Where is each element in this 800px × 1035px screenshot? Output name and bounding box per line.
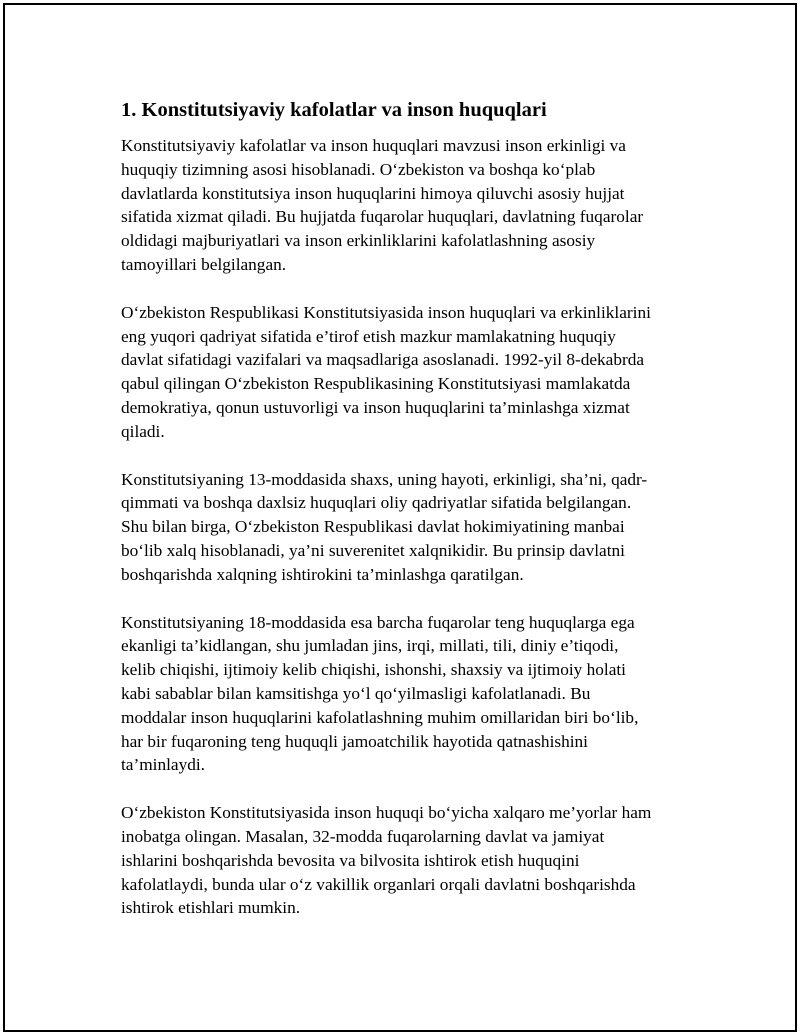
text-line: ta’minlaydi. (121, 755, 205, 775)
text-line: davlatlarda konstitutsiya inson huquqlarini himoya qiluvchi asosiy hujjat (121, 183, 625, 203)
document-page (3, 3, 797, 1032)
text-line: moddalar inson huquqlarini kafolatlashning muhim omillaridan biri bo‘lib, (121, 707, 639, 727)
text-line: eng yuqori qadriyat sifatida e’tirof etish mazkur mamlakatning huquqiy (121, 326, 616, 346)
text-line: Konstitutsiyaviy kafolatlar va inson huquqlari mavzusi inson erkinligi va (121, 136, 626, 155)
text-line: Konstitutsiyaning 18-moddasida esa barcha fuqarolar teng huquqlarga ega (121, 612, 635, 632)
text-line: oldidagi majburiyatlari va inson erkinliklarini kafolatlashning asosiy (121, 231, 596, 251)
text-line: qiladi. (121, 421, 165, 441)
section-heading: 1. Konstitutsiyaviy kafolatlar va inson huquqlari (121, 99, 547, 121)
text-line: kelib chiqishi, ijtimoiy kelib chiqishi, ishonshi, shaxsiy va ijtimoiy holati (121, 660, 626, 680)
text-line: boshqarishda xalqning ishtirokini ta’minlashga qaratilgan. (121, 564, 524, 584)
document-body (121, 96, 696, 920)
text-line: O‘zbekiston Respublikasi Konstitutsiyasida inson huquqlari va erkinliklarini (121, 302, 651, 322)
text-line: demokratiya, qonun ustuvorligi va inson huquqlarini ta’minlashga xizmat (121, 397, 630, 417)
text-line: huquqiy tizimning asosi hisoblanadi. O‘zbekiston va boshqa ko‘plab (121, 159, 596, 179)
text-line: bo‘lib xalq hisoblanadi, ya’ni suverenitet xalqnikidir. Bu prinsip davlatni (121, 540, 625, 560)
text-line: ishtirok etishlari mumkin. (121, 898, 301, 918)
text-line: har bir fuqaroning teng huquqli jamoatchilik hayotida qatnashishini (121, 731, 588, 751)
text-line: ishlarini boshqarishda bevosita va bilvosita ishtirok etish huquqini (121, 850, 580, 870)
text-line: kafolatlaydi, bunda ular o‘z vakillik organlari orqali davlatni boshqarishda (121, 874, 636, 894)
paragraph-4 (121, 611, 696, 778)
paragraph-5 (121, 801, 696, 920)
text-line: qabul qilingan O‘zbekiston Respublikasining Konstitutsiyasi mamlakatda (121, 374, 631, 394)
text-line: Konstitutsiyaning 13-moddasida shaxs, uning hayoti, erkinligi, sha’ni, qadr- (121, 469, 648, 489)
text-line: O‘zbekiston Konstitutsiyasida inson huquqi bo‘yicha xalqaro me’yorlar ham (121, 803, 652, 823)
text-line: inobatga olingan. Masalan, 32-modda fuqarolarning davlat va jamiyat (121, 826, 605, 846)
paragraph-2 (121, 301, 696, 444)
paragraph-1 (121, 134, 696, 277)
text-line: kabi sabablar bilan kamsitishga yo‘l qo‘yilmasligi kafolatlanadi. Bu (121, 683, 591, 703)
text-line: Shu bilan birga, O‘zbekiston Respublikasi davlat hokimiyatining manbai (121, 517, 625, 537)
text-line: tamoyillari belgilangan. (121, 254, 287, 274)
text-line: sifatida xizmat qiladi. Bu hujjatda fuqarolar huquqlari, davlatning fuqarolar (121, 207, 644, 227)
text-line: qimmati va boshqa daxlsiz huquqlari oliy qadriyatlar sifatida belgilangan. (121, 493, 632, 513)
text-line: davlat sifatidagi vazifalari va maqsadlariga asoslanadi. 1992-yil 8-dekabrda (121, 350, 645, 370)
text-line: ekanligi ta’kidlangan, shu jumladan jins, irqi, millati, tili, diniy e’tiqodi, (121, 636, 619, 656)
paragraph-3 (121, 468, 696, 587)
